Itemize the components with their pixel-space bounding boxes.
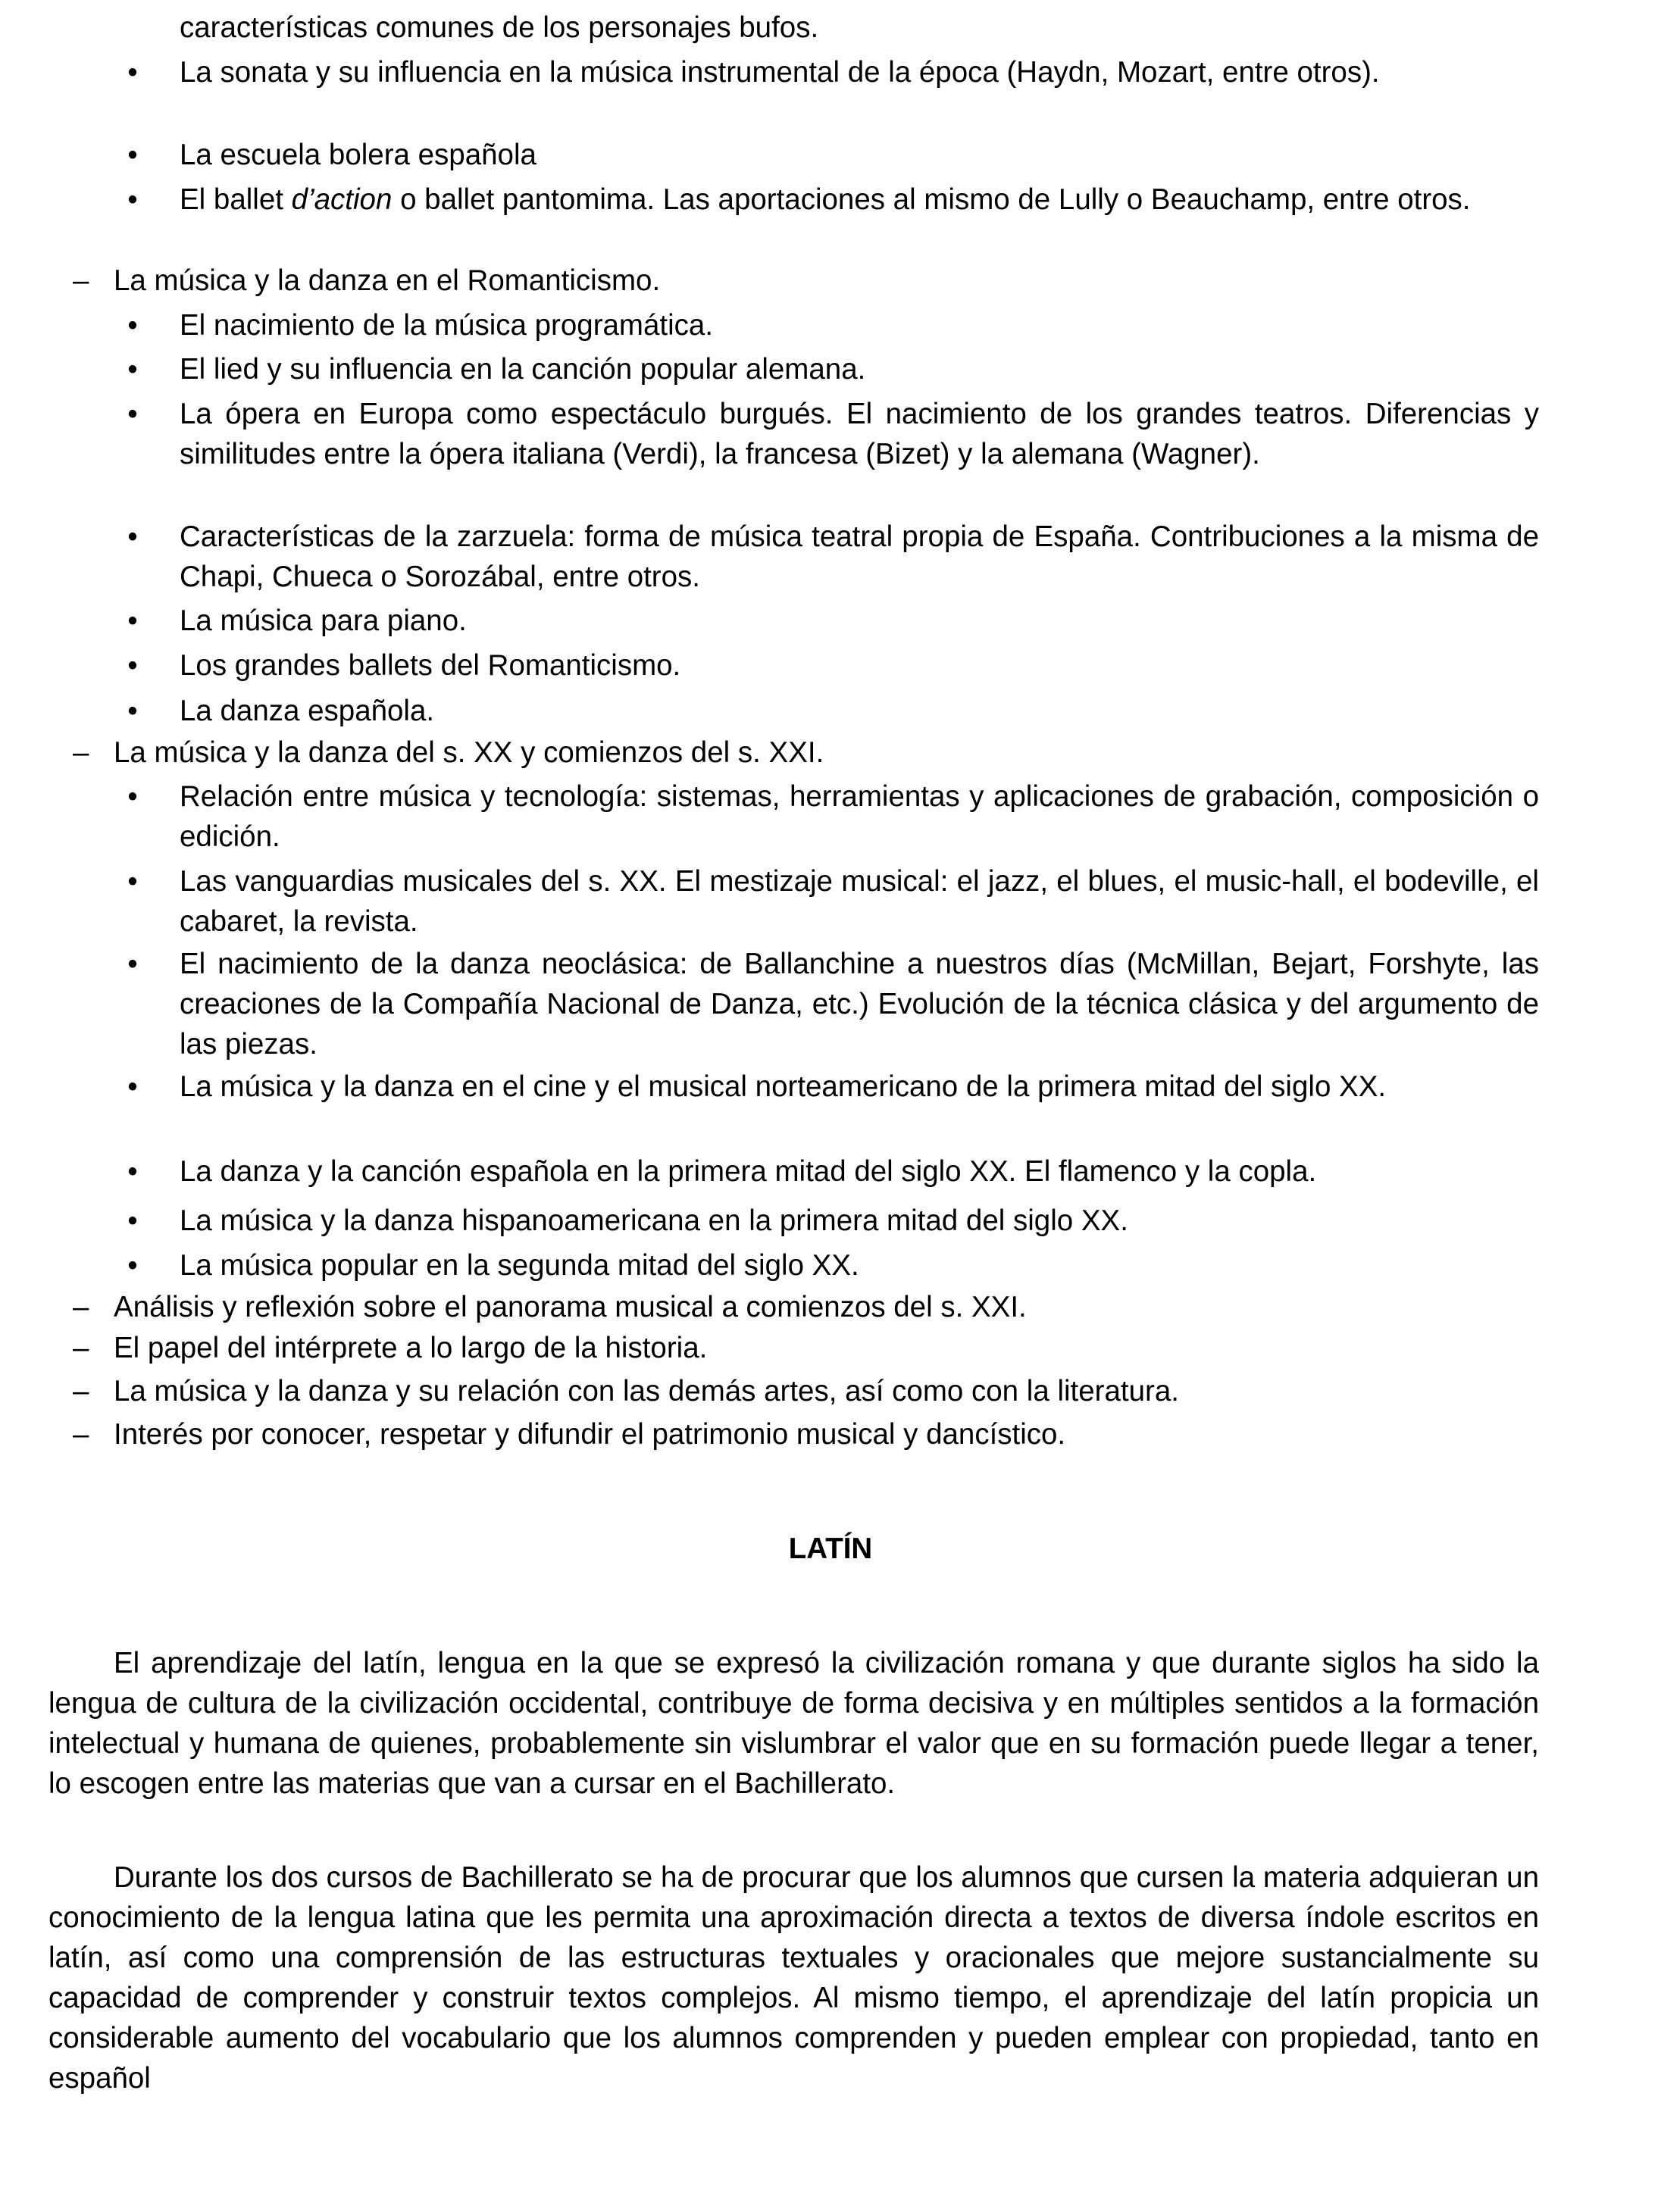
item-text: La música para piano. [180, 605, 467, 637]
dash-icon: – [73, 264, 89, 297]
bullet-icon: • [127, 948, 138, 980]
list-item [127, 349, 1539, 389]
list-item [127, 861, 1539, 942]
heading-text: La música y la danza del s. XX y comienzos del s. XXI. [114, 736, 824, 769]
bullet-icon: • [127, 1070, 138, 1103]
item-text: Análisis y reflexión sobre el panorama musical a comienzos del s. XXI. [114, 1291, 1027, 1323]
bullet-icon: • [127, 865, 138, 898]
paragraph: El aprendizaje del latín, lengua en la que se expresó la civilización romana y que durante siglos ha sido la lengua de cultura de la civilización occidental, contribuye de forma decisiva y en múltiples sentidos a la formación intelectual y humana de quienes, probablemente sin vislumbrar el valor que en su formación puede llegar a tener, lo escogen entre las materias que van a cursar en el Bachillerato. [48, 1647, 1539, 1800]
item-text: La sonata y su influencia en la música instrumental de la época (Haydn, Mozart, entre otros). [180, 56, 1380, 89]
item-text: La danza y la canción española en la primera mitad del siglo XX. El flamenco y la copla. [180, 1155, 1317, 1188]
bullet-icon: • [127, 695, 138, 727]
list-item [127, 52, 1539, 92]
item-text: La danza española. [180, 695, 435, 727]
heading-text: La música y la danza en el Romanticismo. [114, 264, 661, 297]
list-item [127, 1151, 1539, 1192]
item-text: La ópera en Europa como espectáculo burgués. El nacimiento de los grandes teatros. Diferencias y similitudes entre la ópera italiana (Verdi), la francesa (Bizet) y la alemana (Wagner). [180, 398, 1539, 470]
item-text: Las vanguardias musicales del s. XX. El mestizaje musical: el jazz, el blues, el music-hall, el bodeville, el cabaret, la revista. [180, 865, 1539, 938]
list-item [127, 1067, 1539, 1107]
dash-icon: – [73, 1418, 89, 1451]
bullet-icon: • [127, 139, 138, 171]
list-item [127, 944, 1539, 1064]
list-item [127, 305, 1539, 345]
item-text: Interés por conocer, respetar y difundir el patrimonio musical y dancístico. [114, 1418, 1066, 1451]
bullet-icon: • [127, 605, 138, 637]
bullet-icon: • [127, 1155, 138, 1188]
item-text: El nacimiento de la danza neoclásica: de Ballanchine a nuestros días (McMillan, Bejart, Forshyte, las creaciones de la Compañía Nacional de Danza, etc.) Evolución de la técnica clásica y del argumento de las piezas. [180, 948, 1539, 1061]
bullet-icon: • [127, 309, 138, 342]
dash-item [73, 1414, 1539, 1454]
list-item [127, 1245, 1539, 1286]
bullet-icon: • [127, 1249, 138, 1282]
item-text: El ballet [180, 183, 292, 216]
dash-icon: – [73, 1332, 89, 1364]
section-heading [73, 733, 1539, 773]
section-heading [73, 261, 1539, 301]
item-text: La música y la danza y su relación con las demás artes, así como con la literatura. [114, 1375, 1179, 1407]
bullet-icon: • [127, 780, 138, 813]
list-item [127, 394, 1539, 474]
bullet-icon: • [127, 56, 138, 89]
list-item [127, 691, 1539, 731]
item-text: El lied y su influencia en la canción popular alemana. [180, 353, 866, 386]
item-text: Características de la zarzuela: forma de música teatral propia de España. Contribuciones a la misma de Chapi, Chueca o Sorozábal, entre otros. [180, 520, 1539, 593]
item-text: La música y la danza en el cine y el musical norteamericano de la primera mitad del siglo XX. [180, 1070, 1387, 1103]
dash-item [73, 1371, 1539, 1411]
dash-icon: – [73, 1375, 89, 1407]
item-text: La música y la danza hispanoamericana en la primera mitad del siglo XX. [180, 1204, 1128, 1237]
bullet-icon: • [127, 649, 138, 682]
list-item [127, 517, 1539, 597]
dash-item [73, 1287, 1539, 1327]
bullet-icon: • [127, 353, 138, 386]
dash-item [73, 1328, 1539, 1368]
item-italic-text: d’action [291, 183, 393, 216]
bullet-icon: • [127, 398, 138, 430]
item-text: o ballet pantomima. Las aportaciones al mismo de Lully o Beauchamp, entre otros. [392, 183, 1471, 216]
dash-icon: – [73, 736, 89, 769]
list-item [127, 601, 1539, 641]
section-title: LATÍN [788, 1532, 873, 1565]
list-item [127, 135, 1539, 175]
item-text: La música popular en la segunda mitad del siglo XX. [180, 1249, 859, 1282]
item-text: El papel del intérprete a lo largo de la historia. [114, 1332, 708, 1364]
item-text: Relación entre música y tecnología: sistemas, herramientas y aplicaciones de grabación, composición o edición. [180, 780, 1539, 853]
list-item [127, 1201, 1539, 1241]
continuation-text: características comunes de los personajes bufos. [180, 11, 819, 44]
paragraph: Durante los dos cursos de Bachillerato se ha de procurar que los alumnos que cursen la materia adquieran un conocimiento de la lengua latina que les permita una aproximación directa a textos de diversa índole escritos en latín, así como una comprensión de las estructuras textuales y oracionales que mejore sustancialmente su capacidad de comprender y construir textos complejos. Al mismo tiempo, el aprendizaje del latín propicia un considerable aumento del vocabulario que los alumnos comprenden y pueden emplear con propiedad, tanto en español [48, 1861, 1539, 2095]
list-item [127, 776, 1539, 857]
item-text: La escuela bolera española [180, 139, 536, 171]
item-text: Los grandes ballets del Romanticismo. [180, 649, 681, 682]
bullet-icon: • [127, 520, 138, 553]
bullet-icon: • [127, 1204, 138, 1237]
bullet-icon: • [127, 183, 138, 216]
dash-icon: – [73, 1291, 89, 1323]
list-item [127, 645, 1539, 686]
list-item [127, 180, 1539, 220]
item-text: El nacimiento de la música programática. [180, 309, 714, 342]
